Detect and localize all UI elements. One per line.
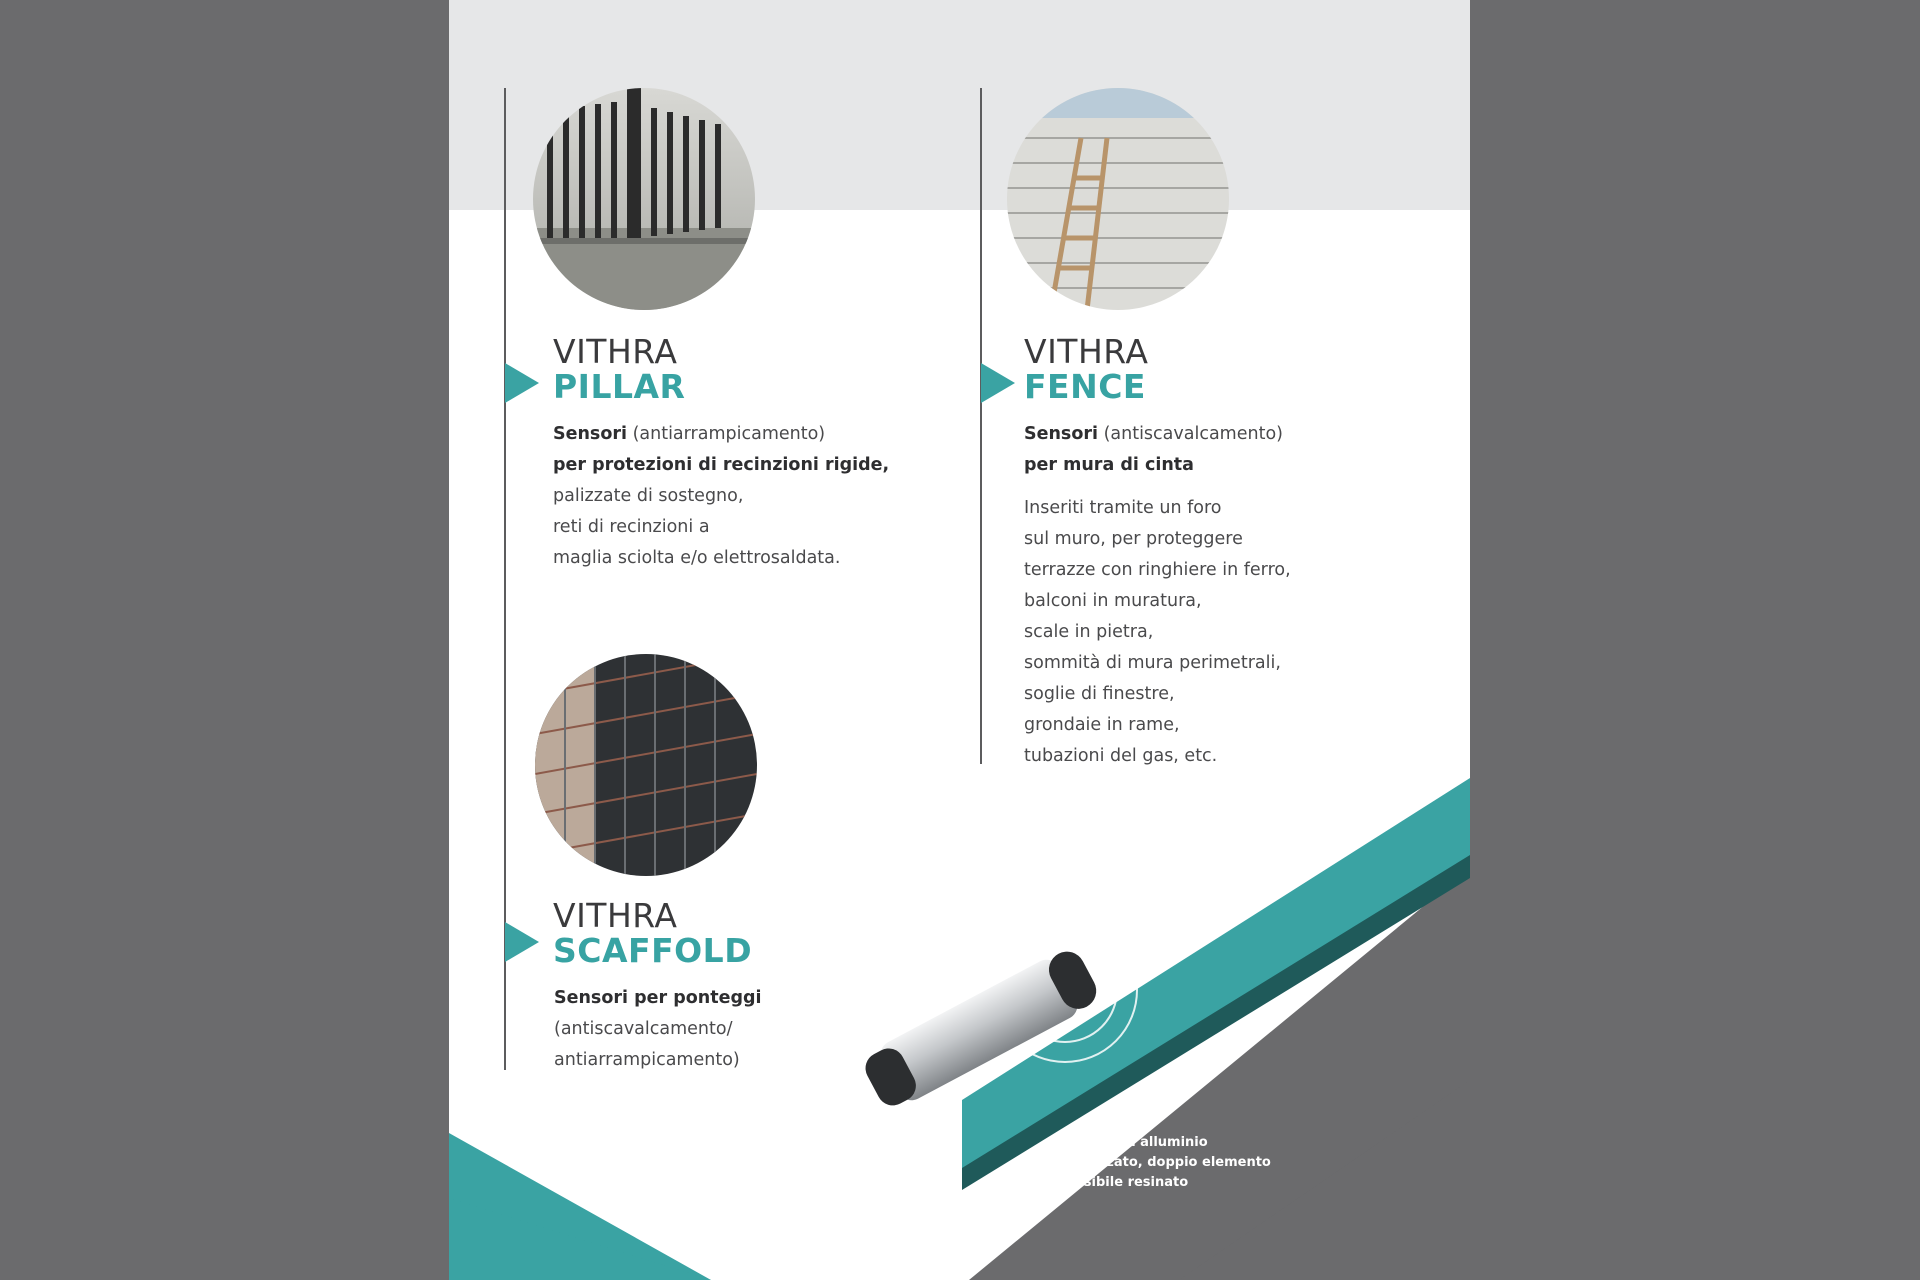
pillar-photo — [533, 88, 755, 310]
pillar-line1-bold: Sensori — [553, 424, 627, 444]
scaffold-photo — [535, 654, 757, 876]
pillar-line5: maglia sciolta e/o elettrosaldata. — [553, 548, 841, 568]
pillar-description — [553, 419, 889, 574]
scaffold-title: SCAFFOLD — [553, 931, 753, 970]
scaffold-line1: Sensori per ponteggi — [554, 988, 762, 1008]
scaffold-line2: (antiscavalcamento/ — [554, 1019, 733, 1039]
fence-body-7: grondaie in rame, — [1024, 715, 1180, 735]
fence-body-6: soglie di finestre, — [1024, 684, 1175, 704]
fence-title: FENCE — [1024, 367, 1146, 406]
scaffold-line3: antiarrampicamento) — [554, 1050, 740, 1070]
fence-body-2: terrazze con ringhiere in ferro, — [1024, 560, 1291, 580]
scaffold-arrow-marker — [505, 922, 539, 962]
fence-arrow-marker — [981, 363, 1015, 403]
brochure-page — [449, 0, 1470, 1280]
fence-line1-bold: Sensori — [1024, 424, 1098, 444]
fence-body-0: Inseriti tramite un foro — [1024, 498, 1222, 518]
fence-body-8: tubazioni del gas, etc. — [1024, 746, 1218, 766]
pillar-brand: VITHRA — [553, 332, 678, 371]
caption-line1: Sensore in alluminio — [1058, 1135, 1208, 1150]
scaffold-description — [554, 983, 762, 1076]
fence-body-5: sommità di mura perimetrali, — [1024, 653, 1281, 673]
fence-line1-rest: (antiscavalcamento) — [1098, 424, 1283, 444]
pillar-line2: per protezioni di recinzioni rigide, — [553, 455, 890, 475]
sensor-caption — [1058, 1133, 1271, 1193]
sensor-illustration — [849, 920, 1169, 1150]
fence-brand: VITHRA — [1024, 332, 1149, 371]
right-vertical-rule — [980, 88, 982, 764]
fence-line2: per mura di cinta — [1024, 455, 1194, 475]
fence-description — [1024, 419, 1291, 772]
scaffold-brand: VITHRA — [553, 896, 678, 935]
pillar-line3: palizzate di sostegno, — [553, 486, 744, 506]
fence-body-3: balconi in muratura, — [1024, 591, 1202, 611]
pillar-line1-rest: (antiarrampicamento) — [627, 424, 826, 444]
fence-photo — [1007, 88, 1229, 310]
caption-line3: sensibile resinato — [1058, 1175, 1189, 1190]
fence-body-1: sul muro, per proteggere — [1024, 529, 1243, 549]
pillar-title: PILLAR — [553, 367, 686, 406]
caption-line2: anodizzato, doppio elemento — [1058, 1155, 1271, 1170]
fence-body-4: scale in pietra, — [1024, 622, 1154, 642]
pillar-arrow-marker — [505, 363, 539, 403]
pillar-line4: reti di recinzioni a — [553, 517, 710, 537]
